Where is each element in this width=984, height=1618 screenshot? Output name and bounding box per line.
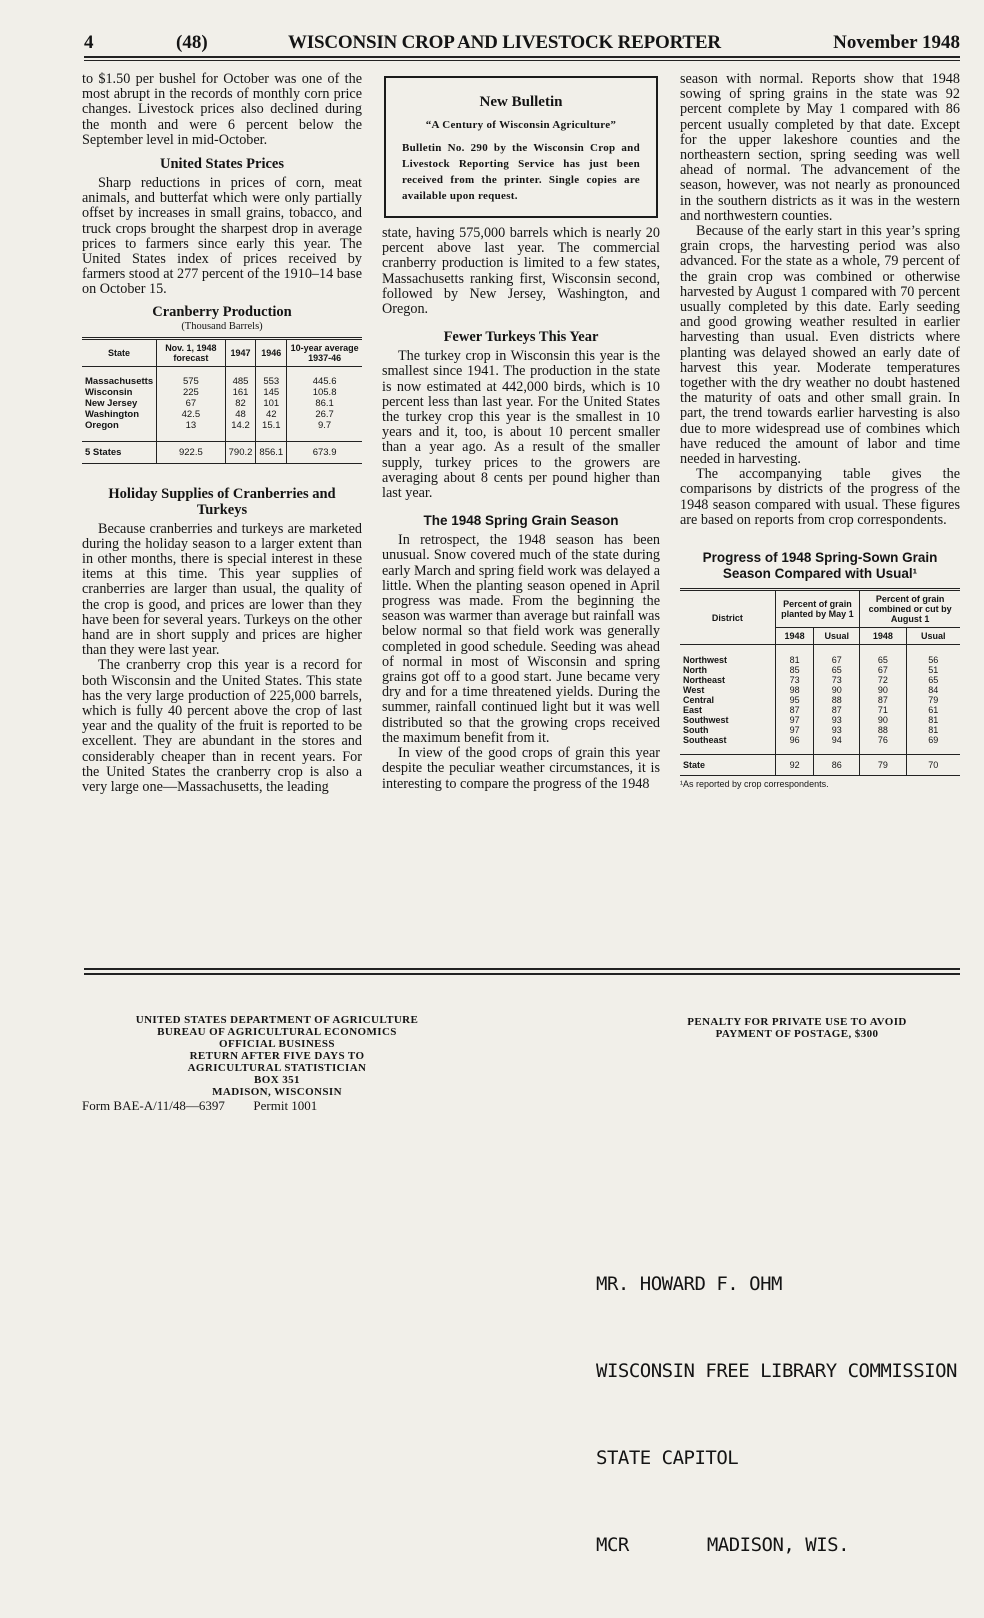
cranberry-state-paragraph: state, having 575,000 barrels which is nearly 20 percent above last year. The commercial cranberry production is limited to a few states, Massachusetts ranking first, Wisconsin second, followed by New Jersey, Washington, and Oregon. bbox=[382, 225, 660, 318]
city-line: MADISON, WISCONSIN bbox=[212, 1086, 342, 1098]
grain-progress-table bbox=[680, 588, 960, 776]
sub-header-1948-planted: 1948 bbox=[775, 628, 814, 645]
table-total-row: State 92 86 79 70 bbox=[680, 755, 960, 776]
col-header-district: District bbox=[680, 590, 775, 645]
recipient-city: MADISON, WIS. bbox=[706, 1534, 850, 1556]
page-number: 4 bbox=[84, 32, 94, 53]
cranberry-production-table bbox=[82, 337, 362, 464]
table-row: Wisconsin 225 161 145 105.8 bbox=[82, 387, 362, 398]
mail-code: MCR bbox=[596, 1534, 629, 1556]
us-prices-heading: United States Prices bbox=[159, 156, 285, 173]
col-header-1946: 1946 bbox=[256, 338, 287, 366]
penalty-block bbox=[636, 1016, 958, 1040]
table-row: South 97 93 88 81 bbox=[680, 725, 960, 735]
season-paragraph-3: The accompanying table gives the comparisons by districts of the progress of the 1948 season compared with usual. These figures are based on reports from crop correspondents. bbox=[680, 466, 960, 528]
holiday-paragraph-1: Because cranberries and turkeys are marketed during the holiday season to a larger extent than in other months, there is special interest in these items at this time. This year supplies of cranberries are larger than usual, the quality of the crop is good, and prices are lower than they have been for several years. Turkeys on the other hand are in short supply and prices are higher than they were last year. bbox=[82, 520, 362, 659]
table-row: East 87 87 71 61 bbox=[680, 705, 960, 715]
return-address-block bbox=[142, 1050, 412, 1098]
us-prices-paragraph: Sharp reductions in prices of corn, meat animals, and butterfat which were only partially offset by increases in small grains, tobacco, and truck crops brought the sharpest drop in average prices to farmers since early this year. The United States index of prices received by farmers stood at 277 percent of the 1910–14 base on October 15. bbox=[82, 175, 362, 298]
postage-line: PAYMENT OF POSTAGE, $300 bbox=[715, 1028, 879, 1040]
table-total-row: 5 States 922.5 790.2 856.1 673.9 bbox=[82, 441, 362, 463]
season-paragraph-2: Because of the early start in this year’s spring grain crops, the harvesting period was also advanced. For the state as a whole, 79 percent of the grain crop was combined or otherwise harvested by August 1 compared with 70 percent usually completed by this date. Early seeding and good growing weather resulted in earlier harvesting than usual. Even districts where planting was delayed showed an early date of harvest this year. Moderate temperatures together with the dry weather no doubt hastened the maturity of oats and other small grain. In part, the trend towards earlier harvesting is also due to more widespread use of combines which have reduced the amount of labor and time needed in harvesting. bbox=[680, 223, 960, 468]
bulletin-subtitle: “A Century of Wisconsin Agriculture” bbox=[425, 119, 617, 131]
table-footnote: ¹As reported by crop correspondents. bbox=[680, 779, 829, 790]
recipient-building: STATE CAPITOL bbox=[596, 1447, 739, 1469]
col-header-planted: Percent of grain planted by May 1 bbox=[775, 590, 859, 628]
table-row: Northeast 73 73 72 65 bbox=[680, 675, 960, 685]
form-permit-line bbox=[82, 1098, 317, 1114]
col-header-combined: Percent of grain combined or cut by August 1 bbox=[860, 590, 960, 628]
sub-header-1948-combined: 1948 bbox=[860, 628, 906, 645]
header-rule bbox=[84, 56, 960, 58]
table-row: Northwest 81 67 65 56 bbox=[680, 655, 960, 665]
col-header-forecast: Nov. 1, 1948 forecast bbox=[157, 338, 226, 366]
footer-rule bbox=[84, 968, 960, 970]
turkeys-paragraph: The turkey crop in Wisconsin this year is the smallest since 1941. The production in the state is now estimated at 442,000 birds, which is 10 percent less than last year. For the United States the turkey crop this year is the smallest in 10 years and it, too, is about 10 percent smaller than a year ago. As a result of the smaller supply, turkey prices to the growers are averaging about 8 cents per pound higher than last year. bbox=[382, 348, 660, 502]
season-paragraph-1: season with normal. Reports show that 1948 sowing of spring grains in the state was 92 percent complete by May 1 compared with 86 percent usually completed by that date. Except for the upper lakeshore counties and the northeastern section, spring seeding was well ahead of normal. The advancement of the season, however, was not nearly as pronounced in the southern districts as it was in the western and northwestern counties. bbox=[680, 71, 960, 224]
official-business-line: OFFICIAL BUSINESS bbox=[219, 1038, 335, 1050]
box-line: BOX 351 bbox=[254, 1074, 300, 1086]
new-bulletin-box bbox=[384, 76, 658, 218]
bureau-line: BUREAU OF AGRICULTURAL ECONOMICS bbox=[157, 1026, 397, 1038]
col-header-state: State bbox=[82, 338, 157, 366]
column-left bbox=[82, 72, 362, 795]
form-number: Form BAE-A/11/48—6397 bbox=[82, 1098, 225, 1113]
table-row: West 98 90 90 84 bbox=[680, 685, 960, 695]
col-header-1947: 1947 bbox=[225, 338, 256, 366]
bulletin-body: Bulletin No. 290 by the Wisconsin Crop and Livestock Reporting Service has just been received from the printer. Single copies are available upon request. bbox=[402, 142, 640, 202]
table-row: Oregon 13 14.2 15.1 9.7 bbox=[82, 420, 362, 431]
dept-line: UNITED STATES DEPARTMENT OF AGRICULTURE bbox=[135, 1014, 419, 1026]
penalty-line: PENALTY FOR PRIVATE USE TO AVOID bbox=[687, 1016, 907, 1028]
return-line: RETURN AFTER FIVE DAYS TO bbox=[189, 1050, 365, 1062]
bulletin-title: New Bulletin bbox=[479, 94, 563, 110]
department-block bbox=[82, 1014, 472, 1050]
table-row: Central 95 88 87 79 bbox=[680, 695, 960, 705]
column-middle bbox=[382, 72, 660, 792]
recipient-organization: WISCONSIN FREE LIBRARY COMMISSION bbox=[596, 1360, 957, 1382]
recipient-name: MR. HOWARD F. OHM bbox=[596, 1273, 782, 1295]
issue-date: November 1948 bbox=[833, 32, 960, 53]
sub-header-usual-planted: Usual bbox=[814, 628, 860, 645]
corn-price-paragraph: to $1.50 per bushel for October was one of the most abrupt in the records of monthly corn price changes. Livestock prices also declined during the month and were 6 percent below the September level in mid-October. bbox=[82, 71, 362, 148]
publication-title: WISCONSIN CROP AND LIVESTOCK REPORTER bbox=[288, 32, 721, 53]
table-row: Massachusetts 575 485 553 445.6 bbox=[82, 376, 362, 387]
table-row: Washington 42.5 48 42 26.7 bbox=[82, 409, 362, 420]
header-rule-thin bbox=[84, 60, 960, 61]
table-row: North 85 65 67 51 bbox=[680, 665, 960, 675]
table-row: Southwest 97 93 90 81 bbox=[680, 715, 960, 725]
cranberry-table-subtitle: (Thousand Barrels) bbox=[181, 320, 263, 332]
page-header bbox=[84, 30, 960, 56]
recipient-city-line bbox=[596, 1531, 957, 1560]
issue-number: (48) bbox=[176, 32, 208, 53]
permit-number: Permit 1001 bbox=[253, 1098, 318, 1113]
table-row: New Jersey 67 82 101 86.1 bbox=[82, 398, 362, 409]
progress-table-title: Progress of 1948 Spring-Sown Grain Season Compared with Usual¹ bbox=[702, 550, 938, 582]
column-right bbox=[680, 72, 960, 789]
footer-rule-second bbox=[84, 973, 960, 975]
sub-header-usual-combined: Usual bbox=[906, 628, 960, 645]
holiday-supplies-heading: Holiday Supplies of Cranberries and Turkeys bbox=[108, 485, 336, 518]
fewer-turkeys-heading: Fewer Turkeys This Year bbox=[443, 329, 599, 346]
grain-paragraph-1: In retrospect, the 1948 season has been unusual. Snow covered much of the state during early March and spring field work was delayed a little. When the planting season opened in April progress was made. From the beginning the season was warmer than average but rainfall was below normal so that field work was generally completed in good schedule. Seeding was ahead of normal in most of Wisconsin and spring grains got off to a good start. June became very dry and for a time threatened yields. During the summer, rainfall continued light but it was well distributed so that the growing crops received the maximum benefit from it. bbox=[382, 532, 660, 746]
holiday-paragraph-2: The cranberry crop this year is a record for both Wisconsin and the United States. This state has the very large production of 225,000 barrels, which is fully 40 percent above the crop of last year and the quality of the fruit is reported to be excellent. They are abundant in the stores and considerably cheaper than in recent years. For the United States the cranberry crop is also a very large one—Massachusetts, the leading bbox=[82, 657, 362, 796]
statistician-line: AGRICULTURAL STATISTICIAN bbox=[187, 1062, 367, 1074]
col-header-average: 10-year average 1937-46 bbox=[287, 338, 362, 366]
spring-grain-heading: The 1948 Spring Grain Season bbox=[423, 513, 619, 529]
table-row: Southeast 96 94 76 69 bbox=[680, 735, 960, 745]
cranberry-table-title: Cranberry Production bbox=[152, 303, 292, 320]
grain-paragraph-2: In view of the good crops of grain this year despite the peculiar weather circumstances, it is interesting to compare the progress of the 1948 bbox=[382, 745, 660, 792]
recipient-address bbox=[596, 1212, 957, 1618]
